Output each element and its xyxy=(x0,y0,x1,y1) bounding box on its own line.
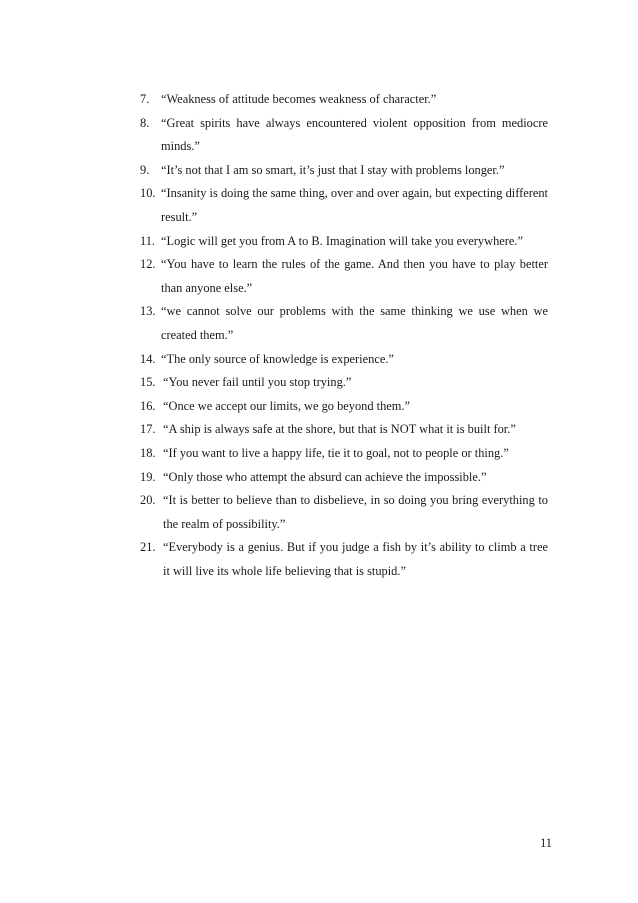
quote-text: “You have to learn the rules of the game. And then you have to play better than anyone else.” xyxy=(161,257,548,295)
quote-number: 11. xyxy=(140,233,156,248)
quote-text: “Weakness of attitude becomes weakness of character.” xyxy=(161,92,437,106)
quote-text: “It’s not that I am so smart, it’s just that I stay with problems longer.” xyxy=(161,162,505,177)
quote-number: 15. xyxy=(140,375,156,390)
quote-item-14 xyxy=(140,348,548,372)
quote-number: 16. xyxy=(140,398,156,413)
quote-text: “The only source of knowledge is experience.” xyxy=(161,351,394,366)
quote-number: 10. xyxy=(140,186,156,201)
quote-text: “Great spirits have always encountered violent opposition from mediocre minds.” xyxy=(161,115,548,154)
quote-number: 8. xyxy=(140,115,150,130)
quote-number: 18. xyxy=(140,445,156,460)
quote-item-20 xyxy=(140,489,548,536)
quote-item-12 xyxy=(140,253,548,300)
quote-text: “You never fail until you stop trying.” xyxy=(163,375,352,390)
quote-number: 7. xyxy=(140,92,150,106)
quote-text: “Only those who attempt the absurd can achieve the impossible.” xyxy=(163,469,487,484)
quote-item-10 xyxy=(140,182,548,229)
quote-item-11 xyxy=(140,230,548,254)
quote-number: 17. xyxy=(140,422,156,437)
quote-number: 9. xyxy=(140,162,150,177)
quote-text: “A ship is always safe at the shore, but that is NOT what it is built for.” xyxy=(163,422,516,437)
quote-text: “we cannot solve our problems with the same thinking we use when we created them.” xyxy=(161,304,548,342)
quote-item-18 xyxy=(140,442,548,466)
quote-item-13 xyxy=(140,300,548,347)
quote-number: 13. xyxy=(140,304,156,319)
quote-item-16 xyxy=(140,395,548,419)
quote-item-19 xyxy=(140,466,548,490)
quote-list xyxy=(140,88,548,583)
quote-item-9 xyxy=(140,159,548,183)
quote-item-7 xyxy=(140,88,548,112)
quote-item-21 xyxy=(140,536,548,583)
quote-number: 12. xyxy=(140,257,156,272)
quote-text: “If you want to live a happy life, tie it to goal, not to people or thing.” xyxy=(163,445,509,460)
quote-text: “It is better to believe than to disbelieve, in so doing you bring everything to the realm of possibility.” xyxy=(163,493,548,531)
quote-text: “Insanity is doing the same thing, over and over again, but expecting different result.” xyxy=(161,186,548,224)
quote-item-8 xyxy=(140,112,548,159)
quote-item-15 xyxy=(140,371,548,395)
quote-number: 20. xyxy=(140,493,156,508)
quote-text: “Once we accept our limits, we go beyond them.” xyxy=(163,398,411,413)
quote-number: 21. xyxy=(140,540,156,555)
page-number: 11 xyxy=(540,836,552,850)
quote-text: “Logic will get you from A to B. Imagination will take you everywhere.” xyxy=(161,233,523,248)
quote-number: 19. xyxy=(140,469,156,484)
quote-number: 14. xyxy=(140,351,156,366)
quote-item-17 xyxy=(140,418,548,442)
quote-text: “Everybody is a genius. But if you judge a fish by it’s ability to climb a tree it will live its whole life believing that is stupid.” xyxy=(163,540,548,578)
